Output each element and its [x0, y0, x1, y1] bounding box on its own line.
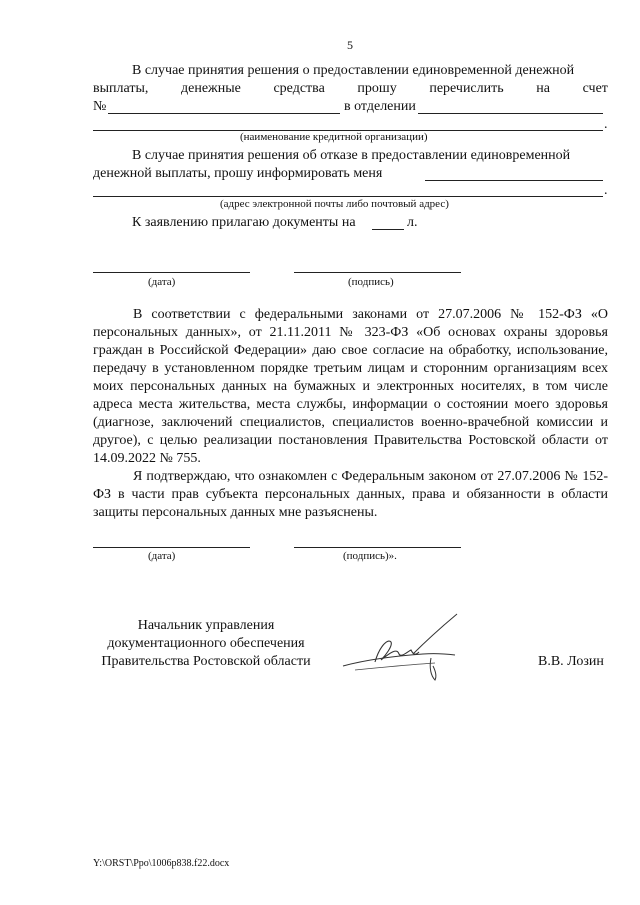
date-line-1 — [93, 272, 250, 273]
department-label: в отделении — [344, 99, 416, 114]
attach-pages-line — [372, 229, 404, 230]
payment-word: средства — [273, 81, 325, 96]
consent-paragraph-2: Я подтверждаю, что ознакомлен с Федеральным законом от 27.07.2006 № 152-ФЗ в части прав субъекта персональных данных, права и обязанности в области защиты персональных данных мне разъяснены. — [93, 469, 608, 520]
signature-line-1 — [294, 272, 461, 273]
attach-text: К заявлению прилагаю документы на — [132, 215, 356, 230]
contact-line-1 — [425, 180, 603, 181]
consent-paragraph-1: В соответствии с федеральными законами от 27.07.2006 № 152-ФЗ «О персональных данных», от 21.11.2011 № 323-ФЗ «Об основах охраны здоровья граждан в Российской Федерации» даю свое согласие на обработку, использование, передачу в установленном порядке третьим лицам и сторонним организациям всех моих персональных данных на бумажных и электронных носителях, в том числе адреса места жительства, места службы, информации о состоянии моего здоровья (диагнозе, заключений специалистов, специалистов военно-врачебной комиссии и другое), с целью реализации постановления Правительства Ростовской области от 14.09.2022 № 755. — [93, 307, 608, 466]
signature-caption-2: (подпись)». — [343, 550, 397, 562]
payment-word: на — [536, 81, 550, 96]
signature-caption-1: (подпись) — [348, 276, 394, 288]
payment-word: денежные — [181, 81, 241, 96]
payment-word: выплаты, — [93, 81, 149, 96]
contact-line-2 — [93, 196, 603, 197]
signatory-position — [93, 617, 319, 671]
position-line: документационного обеспечения — [107, 636, 305, 651]
contact-line-end-dot: . — [604, 183, 608, 198]
payment-word: перечислить — [429, 81, 504, 96]
date-line-2 — [93, 547, 250, 548]
payment-word: счет — [582, 81, 608, 96]
payment-line-2 — [93, 80, 608, 98]
date-caption-1: (дата) — [148, 276, 176, 288]
payment-line-1: В случае принятия решения о предоставлении единовременной денежной — [132, 63, 575, 78]
signatory-name: В.В. Лозин — [538, 654, 604, 669]
consent-text — [93, 306, 608, 522]
bank-caption: (наименование кредитной организации) — [240, 131, 428, 143]
handwritten-signature — [335, 610, 465, 685]
footer-file-path: Y:\ORST\Ppo\1006p838.f22.docx — [93, 858, 230, 869]
payment-word: прошу — [357, 81, 397, 96]
account-prefix: № — [93, 99, 107, 114]
date-caption-2: (дата) — [148, 550, 176, 562]
contact-caption: (адрес электронной почты либо почтовый адрес) — [220, 198, 449, 210]
attach-unit: л. — [407, 215, 418, 230]
signature-line-2 — [294, 547, 461, 548]
bank-line-end-dot: . — [604, 117, 608, 132]
department-line — [418, 113, 603, 114]
position-line: Правительства Ростовской области — [101, 654, 311, 669]
page-number: 5 — [347, 38, 353, 52]
refusal-line-1: В случае принятия решения об отказе в предоставлении единовременной — [132, 148, 571, 163]
position-line: Начальник управления — [137, 618, 275, 633]
refusal-line-2: денежной выплаты, прошу информировать меня — [93, 166, 383, 181]
account-number-line — [108, 113, 340, 114]
